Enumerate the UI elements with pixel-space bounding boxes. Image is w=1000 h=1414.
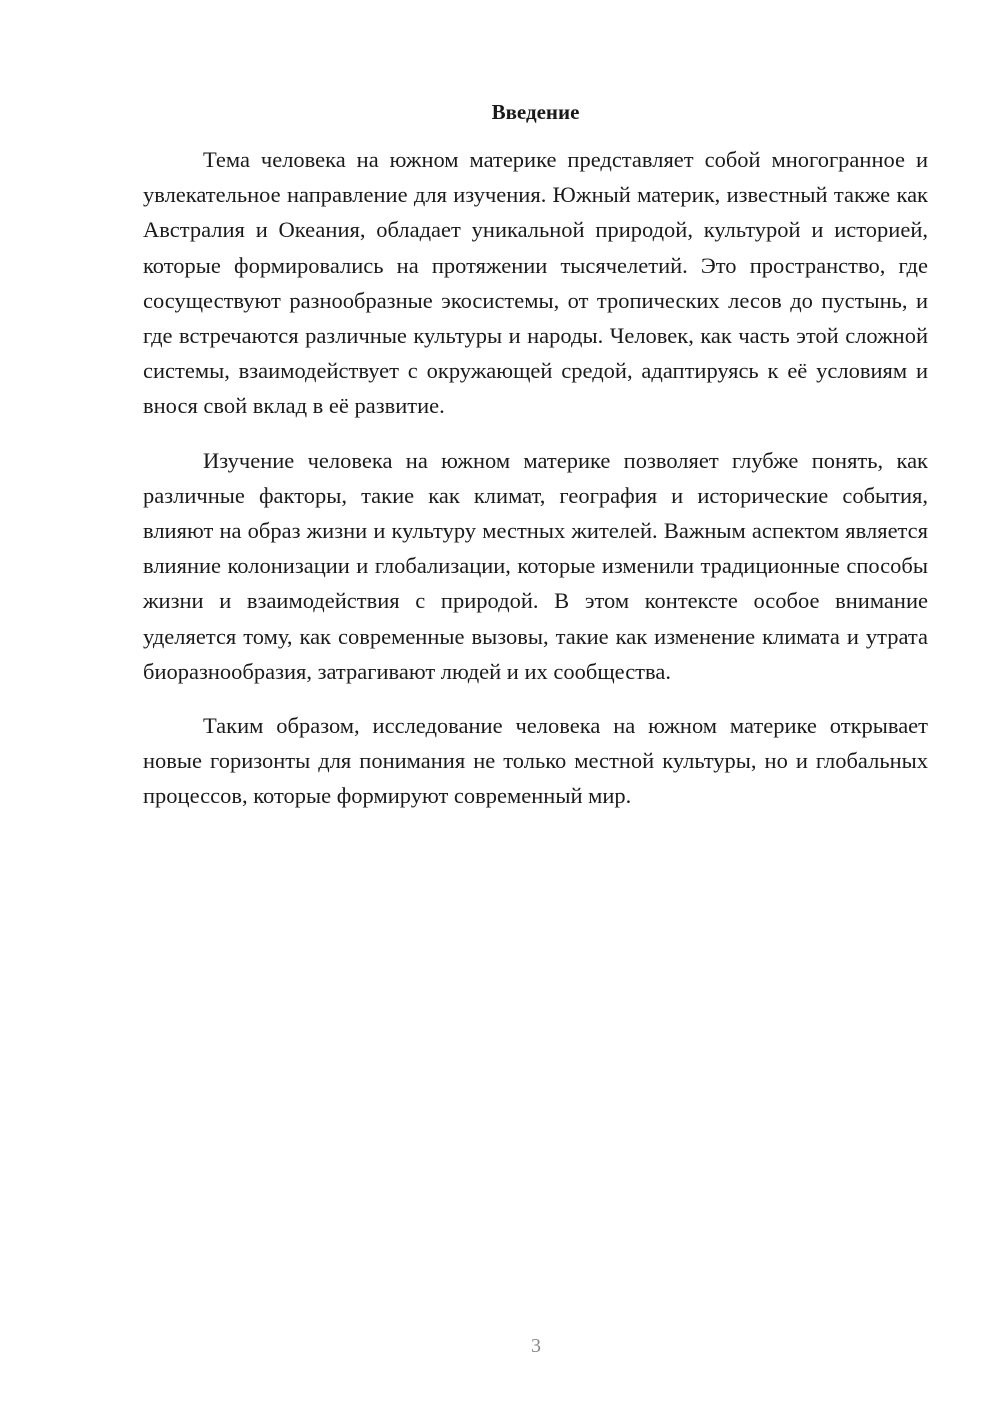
paragraph-1: Тема человека на южном материке представляет собой многогранное и увлекательное направление для изучения. Южный материк, известный также как Австралия и Океания, обладает уникальной природой, культурой и историей, которые формировались на протяжении тысячелетий. Это пространство, где сосуществуют разнообразные экосистемы, от тропических лесов до пустынь, и где встречаются различные культуры и народы. Человек, как часть этой сложной системы, взаимодействует с окружающей средой, адаптируясь к её условиям и внося свой вклад в её развитие. — [143, 147, 928, 419]
paragraph-3: Таким образом, исследование человека на южном материке открывает новые горизонты для понимания не только местной культуры, но и глобальных процессов, которые формируют современный мир. — [143, 713, 928, 809]
body-text — [143, 142, 928, 833]
section-heading: Введение — [491, 100, 580, 124]
page-number: 3 — [531, 1335, 541, 1357]
paragraph-2: Изучение человека на южном материке позволяет глубже понять, как различные факторы, такие как климат, география и исторические события, влияют на образ жизни и культуру местных жителей. Важным аспектом является влияние колонизации и глобализации, которые изменили традиционные способы жизни и взаимодействия с природой. В этом контексте особое внимание уделяется тому, как современные вызовы, такие как изменение климата и утрата биоразнообразия, затрагивают людей и их сообщества. — [143, 447, 928, 684]
